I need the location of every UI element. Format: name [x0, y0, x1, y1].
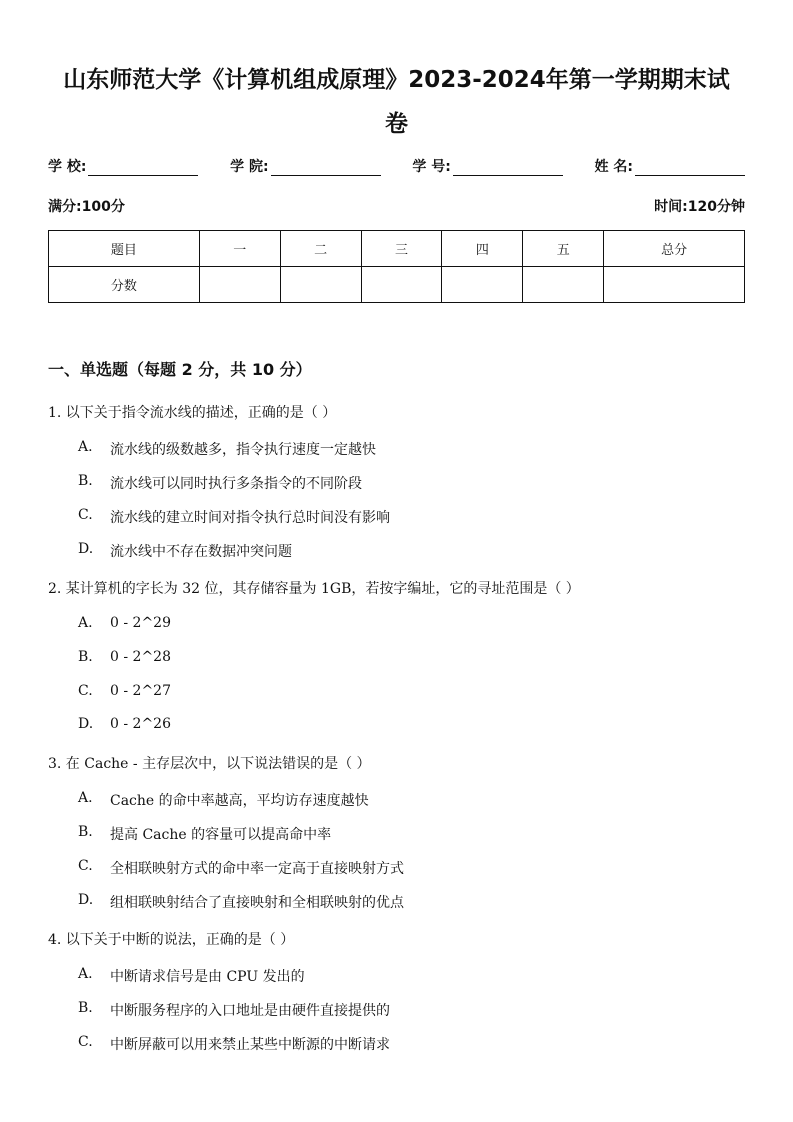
header-cell: 一 — [199, 231, 280, 267]
option-letter: B. — [78, 824, 93, 840]
question-stem: 1. 以下关于指令流水线的描述，正确的是（ ） — [48, 405, 337, 421]
exam-title — [48, 58, 745, 146]
option-text: 流水线的建立时间对指令执行总时间没有影响 — [110, 510, 390, 526]
header-cell: 总分 — [604, 231, 745, 267]
option-letter: A. — [78, 615, 93, 631]
question-stem: 4. 以下关于中断的说法，正确的是（ ） — [48, 932, 295, 948]
option-text: 中断屏蔽可以用来禁止某些中断源的中断请求 — [110, 1037, 390, 1053]
score-cell — [361, 267, 442, 303]
option-text: 流水线可以同时执行多条指令的不同阶段 — [110, 476, 362, 492]
header-cell: 五 — [523, 231, 604, 267]
score-table — [48, 230, 745, 303]
school-field — [48, 156, 198, 176]
full-score: 满分:100分 — [48, 199, 125, 215]
score-cell — [442, 267, 523, 303]
header-cell: 四 — [442, 231, 523, 267]
student-info-row — [48, 156, 745, 176]
option-item — [78, 649, 171, 665]
option-text: 0 - 2^26 — [110, 716, 171, 732]
student-id-label: 学 号: — [412, 159, 451, 175]
option-letter: B. — [78, 473, 93, 489]
option-text: 0 - 2^27 — [110, 683, 171, 699]
option-letter: D. — [78, 541, 94, 557]
header-cell: 二 — [280, 231, 361, 267]
option-item — [78, 1000, 390, 1020]
header-cell: 题目 — [49, 231, 200, 267]
option-letter: B. — [78, 649, 93, 665]
header-cell: 三 — [361, 231, 442, 267]
option-letter: C. — [78, 683, 93, 699]
name-blank — [635, 161, 745, 176]
option-letter: A. — [78, 790, 93, 806]
option-text: 全相联映射方式的命中率一定高于直接映射方式 — [110, 861, 404, 877]
option-text: 流水线的级数越多，指令执行速度一定越快 — [110, 442, 376, 458]
question-stem: 3. 在 Cache - 主存层次中，以下说法错误的是（ ） — [48, 756, 371, 772]
score-table-score-row — [49, 267, 745, 303]
score-row-label: 分数 — [49, 267, 200, 303]
exam-time: 时间:120分钟 — [654, 199, 745, 215]
student-id-field — [412, 156, 562, 176]
college-field — [230, 156, 380, 176]
option-item — [78, 615, 171, 631]
option-letter: C. — [78, 858, 93, 874]
option-item — [78, 683, 171, 699]
name-label: 姓 名: — [594, 159, 633, 175]
exam-meta-row — [48, 196, 745, 216]
option-item — [78, 858, 404, 878]
option-text: 提高 Cache 的容量可以提高命中率 — [110, 827, 332, 843]
option-item — [78, 439, 376, 459]
option-item — [78, 790, 369, 810]
option-text: 0 - 2^28 — [110, 649, 171, 665]
score-cell — [199, 267, 280, 303]
option-letter: A. — [78, 966, 93, 982]
option-text: Cache 的命中率越高，平均访存速度越快 — [110, 793, 369, 809]
option-item — [78, 1034, 390, 1054]
option-item — [78, 507, 390, 527]
score-cell — [604, 267, 745, 303]
option-letter: B. — [78, 1000, 93, 1016]
question-stem: 2. 某计算机的字长为 32 位，其存储容量为 1GB，若按字编址，它的寻址范围是（ ） — [48, 581, 580, 597]
title-line-1: 山东师范大学《计算机组成原理》2023-2024年第一学期期末试 — [63, 67, 730, 93]
score-table-header-row — [49, 231, 745, 267]
college-blank — [271, 161, 381, 176]
option-item — [78, 541, 292, 561]
option-text: 中断请求信号是由 CPU 发出的 — [110, 969, 305, 985]
score-cell — [280, 267, 361, 303]
option-item — [78, 716, 171, 732]
section-heading: 一、单选题（每题 2 分，共 10 分） — [48, 360, 312, 379]
option-item — [78, 966, 305, 986]
option-letter: C. — [78, 1034, 93, 1050]
option-text: 组相联映射结合了直接映射和全相联映射的优点 — [110, 895, 404, 911]
option-text: 中断服务程序的入口地址是由硬件直接提供的 — [110, 1003, 390, 1019]
option-text: 流水线中不存在数据冲突问题 — [110, 544, 292, 560]
school-label: 学 校: — [48, 159, 87, 175]
score-cell — [523, 267, 604, 303]
option-item — [78, 473, 362, 493]
option-text: 0 - 2^29 — [110, 615, 171, 631]
title-line-2: 卷 — [385, 111, 408, 137]
option-letter: C. — [78, 507, 93, 523]
name-field — [595, 156, 745, 176]
college-label: 学 院: — [230, 159, 269, 175]
option-letter: D. — [78, 892, 94, 908]
option-letter: A. — [78, 439, 93, 455]
student-id-blank — [453, 161, 563, 176]
option-item — [78, 892, 404, 912]
school-blank — [88, 161, 198, 176]
option-letter: D. — [78, 716, 94, 732]
option-item — [78, 824, 331, 844]
